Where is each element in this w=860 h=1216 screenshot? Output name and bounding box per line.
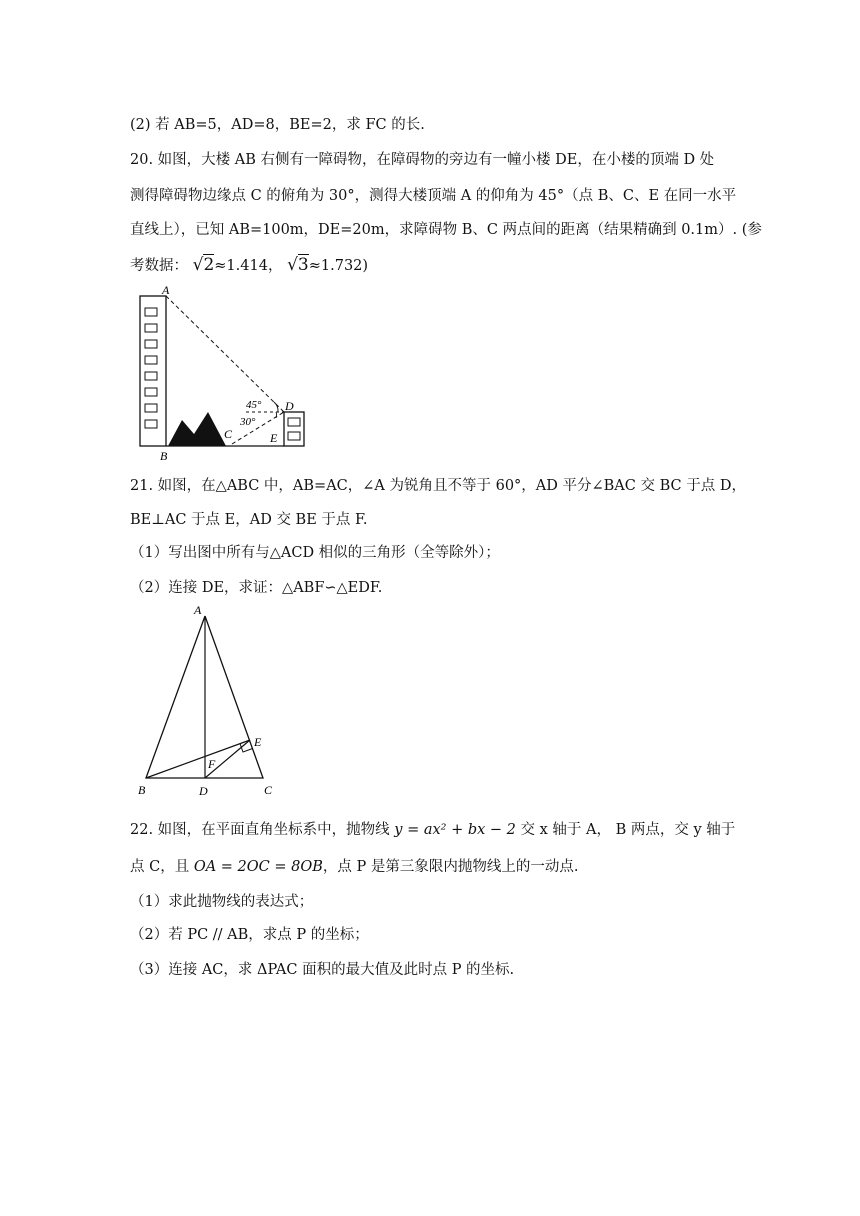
label-e: E	[270, 431, 278, 445]
segment-be	[146, 740, 250, 778]
label-f: F	[208, 757, 216, 771]
q20-figure	[130, 284, 320, 464]
q22-line2-start: 点 C，且	[130, 859, 194, 875]
label-angle-30: 30°	[240, 416, 256, 428]
building-ab	[140, 296, 166, 446]
building-de-window	[288, 418, 300, 426]
label-b: B	[138, 783, 146, 797]
q20-line1: 20. 如图，大楼 AB 右侧有一障碍物，在障碍物的旁边有一幢小楼 DE，在小楼的顶端 D 处	[130, 152, 715, 168]
q22-line1	[130, 818, 735, 839]
q22-line1-start: 22. 如图，在平面直角坐标系中，抛物线	[130, 822, 395, 838]
q22-condition: OA = 2OC = 8OB	[193, 859, 323, 875]
label-c: C	[264, 783, 273, 797]
sqrt3-radicand: 3	[297, 255, 309, 275]
label-a: A	[194, 603, 202, 617]
label-b: B	[160, 449, 168, 463]
q22-line1-end: 交 x 轴于 A， B 两点，交 y 轴于	[515, 822, 736, 838]
q22-part3: （3）连接 AC，求 ΔPAC 面积的最大值及此时点 P 的坐标.	[130, 962, 515, 978]
label-c: C	[224, 427, 233, 441]
label-d: D	[199, 784, 208, 798]
building-de	[284, 412, 304, 446]
q22-line2	[130, 855, 578, 876]
angle-arc-30	[276, 412, 277, 418]
sight-line-da	[166, 296, 284, 412]
label-d: D	[285, 399, 294, 413]
q22-equation: y = ax² + bx − 2	[394, 822, 516, 838]
angle-arc-45	[274, 402, 278, 412]
q21-line1: 21. 如图，在△ABC 中，AB=AC，∠A 为锐角且不等于 60°，AD 平分∠BAC 交 BC 于点 D，	[130, 478, 746, 494]
q20-line2: 测得障碍物边缘点 C 的俯角为 30°，测得大楼顶端 A 的仰角为 45°（点 B、C、E 在同一水平	[130, 188, 737, 204]
label-e: E	[254, 735, 262, 749]
q20-line3: 直线上），已知 AB=100m，DE=20m，求障碍物 B、C 两点间的距离（结果精确到 0.1m）. (参	[130, 222, 762, 238]
q22-line2-end: ，点 P 是第三象限内抛物线上的一动点.	[322, 859, 579, 875]
q22-part2: （2）若 PC // AB，求点 P 的坐标；	[130, 927, 369, 943]
q19-part2: (2) 若 AB=5，AD=8，BE=2，求 FC 的长.	[130, 117, 425, 133]
q20-ref-label: 考数据：	[130, 258, 188, 274]
sqrt2-radicand: 2	[203, 255, 215, 275]
sqrt-symbol: √	[192, 255, 204, 275]
q20-line4	[130, 254, 368, 275]
building-de-window	[288, 432, 300, 440]
obstacle-shape	[168, 412, 226, 446]
q22-part1: （1）求此抛物线的表达式；	[130, 894, 314, 910]
sqrt-symbol: √	[287, 255, 298, 275]
q21-part1: （1）写出图中所有与△ACD 相似的三角形（全等除外）；	[130, 545, 500, 561]
q21-part2: （2）连接 DE，求证：△ABF∽△EDF.	[130, 580, 383, 596]
sqrt3-value: ≈1.732)	[308, 258, 369, 274]
q21-figure	[130, 600, 290, 805]
building-windows	[145, 308, 157, 428]
q21-line2: BE⊥AC 于点 E，AD 交 BE 于点 F.	[130, 512, 368, 528]
label-a: A	[162, 284, 170, 297]
label-angle-45: 45°	[246, 399, 262, 411]
sqrt2-value: ≈1.414，	[214, 258, 283, 274]
